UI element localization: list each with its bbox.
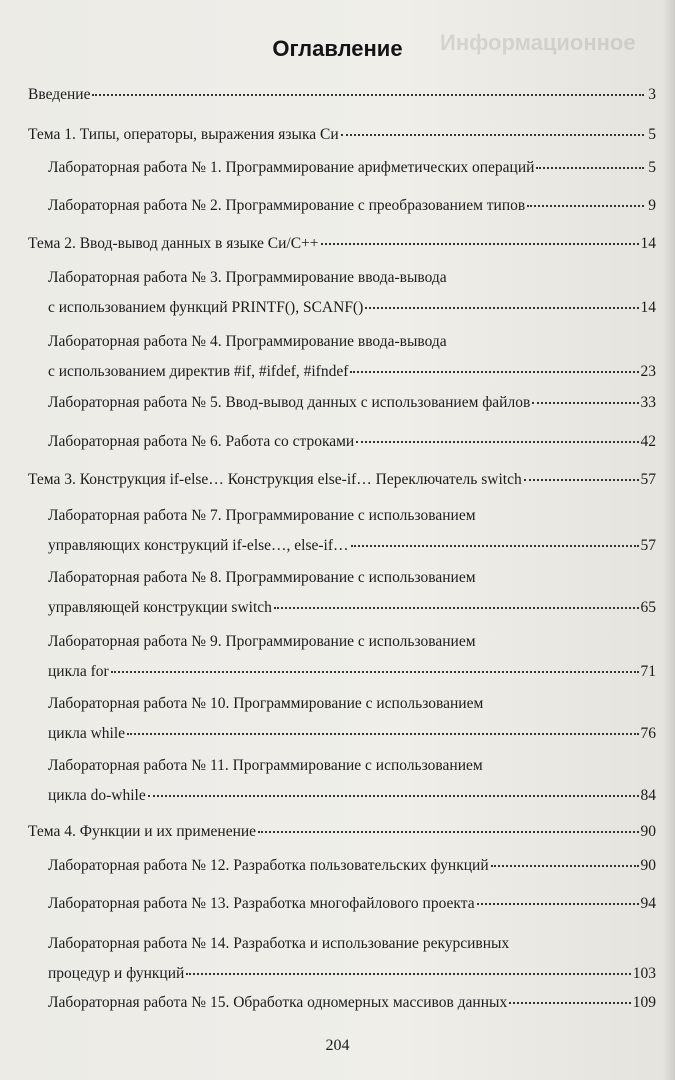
toc-entry[interactable] [48, 694, 656, 744]
toc-page-number: 103 [632, 965, 656, 982]
toc-entry-title: процедур и функций [48, 965, 185, 982]
toc-entry[interactable] [48, 158, 656, 178]
toc-entry[interactable] [48, 393, 656, 413]
toc-page-number: 76 [640, 725, 656, 742]
toc-entry[interactable] [48, 934, 656, 984]
dot-leader [341, 134, 644, 136]
toc-entry-title: с использованием директив #if, #ifdef, #ifndef [48, 363, 349, 380]
dot-leader [356, 441, 638, 443]
toc-entry[interactable] [48, 568, 656, 618]
toc-entry-title: Лабораторная работа № 6. Работа со строками [48, 433, 355, 450]
toc-entry-title: Тема 4. Функции и их применение [28, 823, 257, 840]
toc-entry[interactable] [28, 125, 656, 145]
dot-leader [477, 903, 639, 905]
toc-entry-title: цикла do-while [48, 787, 146, 804]
toc-entry[interactable] [48, 506, 656, 556]
toc-entry[interactable] [48, 856, 656, 876]
toc-page-number: 65 [640, 599, 656, 616]
toc-entry-title: Лабораторная работа № 5. Ввод-вывод данных с использованием файлов [48, 394, 531, 411]
toc-page-number: 3 [648, 86, 656, 103]
toc-entry-title: с использованием функций PRINTF(), SCANF() [48, 299, 364, 316]
toc-entry-title-line: Лабораторная работа № 4. Программирование ввода-вывода [48, 333, 447, 350]
toc-page-number: 90 [640, 823, 656, 840]
dot-leader [532, 402, 638, 404]
dot-leader [186, 973, 630, 975]
toc-entry[interactable] [48, 432, 656, 452]
toc-page-number: 14 [640, 299, 656, 316]
toc-entry-title: цикла for [48, 663, 109, 680]
toc-page-number: 14 [640, 235, 656, 252]
dot-leader [111, 671, 639, 673]
toc-entry[interactable] [48, 756, 656, 806]
toc-entry-title-line: Лабораторная работа № 7. Программирование с использованием [48, 507, 476, 524]
toc-entry-title: Тема 2. Ввод-вывод данных в языке Си/С++ [28, 235, 319, 252]
dot-leader [274, 607, 639, 609]
toc-entry[interactable] [28, 234, 656, 254]
dot-leader [491, 865, 639, 867]
toc-entry-title: Лабораторная работа № 12. Разработка пользовательских функций [48, 857, 489, 874]
toc-entry[interactable] [48, 196, 656, 216]
toc-entry[interactable] [28, 822, 656, 842]
toc-entry-title: управляющих конструкций if-else…, else-if… [48, 537, 349, 554]
toc-entry-title: Лабораторная работа № 15. Обработка одномерных массивов данных [48, 994, 508, 1011]
toc-page-number: 109 [632, 994, 656, 1011]
page-edge-shadow [663, 0, 675, 1080]
dot-leader [527, 205, 644, 207]
toc-entry[interactable] [48, 632, 656, 682]
toc-entry-title: Тема 1. Типы, операторы, выражения языка Си [28, 126, 339, 143]
page-title: Оглавление [272, 36, 403, 61]
dot-leader [258, 831, 638, 833]
toc-entry-title-line: Лабораторная работа № 14. Разработка и использование рекурсивных [48, 935, 510, 952]
dot-leader [536, 167, 644, 169]
toc-page-number: 5 [648, 159, 656, 176]
toc-entry-title: Введение [28, 86, 91, 103]
toc-page-number: 57 [640, 471, 656, 488]
toc-entry-title: Лабораторная работа № 13. Разработка многофайлового проекта [48, 895, 475, 912]
dot-leader [509, 1002, 631, 1004]
dot-leader [92, 94, 644, 96]
toc-entry[interactable] [48, 894, 656, 914]
toc-page-number: 23 [640, 363, 656, 380]
toc-page-number: 84 [640, 787, 656, 804]
dot-leader [351, 545, 639, 547]
toc-page-number: 90 [640, 857, 656, 874]
toc-page-number: 5 [648, 126, 656, 143]
toc-entry-title: Лабораторная работа № 2. Программирование с преобразованием типов [48, 197, 526, 214]
dot-leader [350, 371, 638, 373]
toc-entry[interactable] [28, 85, 656, 105]
dot-leader [524, 479, 639, 481]
toc-page-number: 9 [648, 197, 656, 214]
toc-entry[interactable] [28, 470, 656, 490]
toc-entry-title-line: Лабораторная работа № 3. Программирование ввода-вывода [48, 269, 447, 286]
toc-entry-title-line: Лабораторная работа № 9. Программирование с использованием [48, 633, 476, 650]
toc-entry-title-line: Лабораторная работа № 10. Программирование с использованием [48, 695, 484, 712]
toc-entry-title: Лабораторная работа № 1. Программирование арифметических операций [48, 159, 535, 176]
toc-entry-title: управляющей конструкции switch [48, 599, 272, 616]
toc-entry-title-line: Лабораторная работа № 11. Программирование с использованием [48, 757, 483, 774]
toc-page-number: 57 [640, 537, 656, 554]
toc-page-number: 94 [640, 895, 656, 912]
toc-entry[interactable] [48, 268, 656, 318]
toc-page-number: 71 [640, 663, 656, 680]
toc-page-number: 42 [640, 433, 656, 450]
bleed-through-text: Информационное [440, 30, 636, 55]
toc-entry-title-line: Лабораторная работа № 8. Программирование с использованием [48, 569, 476, 586]
page-number: 204 [325, 1037, 350, 1054]
dot-leader [321, 243, 639, 245]
toc-page-number: 33 [640, 394, 656, 411]
toc-entry-title: цикла while [48, 725, 126, 742]
toc-entry[interactable] [48, 332, 656, 382]
dot-leader [127, 733, 638, 735]
toc-entry[interactable] [48, 993, 656, 1013]
dot-leader [365, 307, 638, 309]
toc-entry-title: Тема 3. Конструкция if-else… Конструкция else-if… Переключатель switch [28, 471, 522, 488]
dot-leader [148, 795, 639, 797]
